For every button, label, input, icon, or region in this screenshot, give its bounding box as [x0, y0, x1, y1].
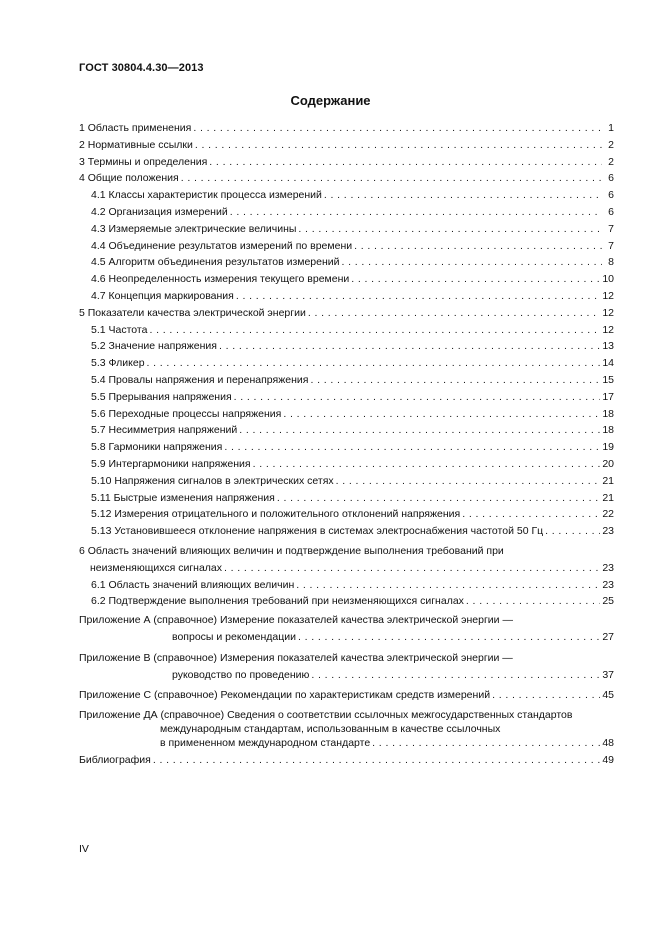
toc-entry-title: Приложение С (справочное) Рекомендации по характеристикам средств измерений	[79, 689, 491, 702]
toc-leader-dots	[298, 221, 602, 238]
toc-leader-dots	[354, 238, 602, 255]
toc-entry-5-8[interactable]	[79, 439, 614, 456]
toc-leader-dots	[308, 305, 600, 322]
toc-leader-dots	[147, 355, 601, 372]
toc-entry-title: 4.3 Измеряемые электрические величины	[91, 222, 297, 235]
toc-leader-dots	[149, 322, 600, 339]
toc-entry-page: 23	[602, 561, 614, 574]
toc-entry-title: 4.5 Алгоритм объединения результатов измерений	[91, 256, 340, 269]
toc-entry-title: 4 Общие положения	[79, 172, 179, 185]
toc-entry-page: 49	[602, 754, 614, 767]
toc-entry-5-12[interactable]	[79, 506, 614, 523]
toc-leader-dots	[296, 577, 600, 594]
toc-entry-3[interactable]	[79, 154, 614, 171]
toc-leader-dots	[283, 406, 600, 423]
toc-entry-title: 5.5 Прерывания напряжения	[91, 390, 232, 403]
toc-leader-dots	[311, 667, 600, 684]
toc-leader-dots	[351, 271, 600, 288]
toc-entry-title: 5.9 Интергармоники напряжения	[91, 457, 251, 470]
toc-entry-page: 6	[608, 205, 614, 218]
toc-leader-dots	[153, 752, 600, 769]
toc-entry-title: 5 Показатели качества электрической энергии	[79, 306, 306, 319]
toc-entry-title: 3 Термины и определения	[79, 155, 208, 168]
toc-entry-page: 21	[602, 474, 614, 487]
toc-entry-4-2[interactable]	[79, 204, 614, 221]
table-of-contents	[79, 120, 614, 769]
toc-entry-page: 22	[602, 508, 614, 521]
toc-entry-page: 23	[602, 525, 614, 538]
toc-entry-page: 20	[602, 457, 614, 470]
toc-leader-dots	[195, 137, 602, 154]
toc-leader-dots	[230, 204, 602, 221]
toc-leader-dots	[234, 389, 601, 406]
toc-entry-page: 45	[602, 689, 614, 702]
toc-entry-title: 5.10 Напряжения сигналов в электрических сетях	[91, 474, 334, 487]
toc-entry-appendix-da[interactable]	[79, 708, 614, 750]
toc-leader-dots	[336, 473, 601, 490]
toc-entry-6-1[interactable]	[79, 577, 614, 594]
toc-leader-dots	[492, 687, 600, 704]
toc-entry-page: 12	[602, 323, 614, 336]
toc-entry-5-6[interactable]	[79, 406, 614, 423]
toc-entry-5-4[interactable]	[79, 372, 614, 389]
toc-entry-page: 27	[602, 630, 614, 643]
toc-entry-page: 12	[602, 289, 614, 302]
toc-entry-title: 4.1 Классы характеристик процесса измерений	[91, 189, 322, 202]
toc-entry-title-line1: 6 Область значений влияющих величин и подтверждение выполнения требований при	[79, 544, 504, 557]
toc-entry-5-3[interactable]	[79, 355, 614, 372]
toc-entry-appendix-c[interactable]	[79, 687, 614, 704]
toc-entry-page: 48	[602, 737, 614, 750]
toc-leader-dots	[372, 736, 600, 750]
toc-entry-title: 5.11 Быстрые изменения напряжения	[91, 491, 275, 504]
toc-entry-page: 1	[608, 122, 614, 134]
toc-entry-title: 5.2 Значение напряжения	[91, 340, 217, 353]
toc-entry-title: 4.2 Организация измерений	[91, 205, 228, 218]
toc-entry-title-line1: Приложение А (справочное) Измерение показателей качества электрической энергии —	[79, 614, 513, 627]
toc-entry-page: 6	[608, 189, 614, 202]
toc-leader-dots	[342, 254, 602, 271]
toc-entry-bibliography[interactable]	[79, 752, 614, 769]
toc-entry-page: 21	[602, 491, 614, 504]
toc-entry-title: 4.4 Объединение результатов измерений по времени	[91, 239, 353, 252]
toc-entry-page: 19	[602, 441, 614, 454]
toc-leader-dots	[236, 288, 600, 305]
toc-entry-title: 2 Нормативные ссылки	[79, 138, 193, 151]
toc-leader-dots	[253, 456, 601, 473]
toc-entry-6[interactable]	[79, 543, 614, 577]
toc-entry-page: 14	[602, 357, 614, 370]
toc-heading: Содержание	[290, 93, 371, 108]
toc-entry-title-line2: вопросы и рекомендации	[172, 630, 296, 643]
toc-entry-title-line3: в примененном международном стандарте	[160, 737, 371, 750]
toc-entry-2[interactable]	[79, 137, 614, 154]
toc-entry-4-5[interactable]	[79, 254, 614, 271]
toc-entry-4-7[interactable]	[79, 288, 614, 305]
toc-leader-dots	[209, 154, 602, 171]
toc-entry-title: 4.6 Неопределенность измерения текущего времени	[91, 273, 350, 286]
toc-entry-4-1[interactable]	[79, 187, 614, 204]
toc-entry-title-line1: Приложение В (справочное) Измерения показателей качества электрической энергии —	[79, 651, 513, 664]
toc-entry-title: 5.8 Гармоники напряжения	[91, 441, 223, 454]
toc-leader-dots	[324, 187, 602, 204]
toc-leader-dots	[193, 120, 602, 137]
toc-entry-title: 1 Область применения	[79, 122, 192, 134]
toc-entry-page: 2	[608, 138, 614, 151]
toc-entry-page: 6	[608, 172, 614, 185]
toc-entry-6-2[interactable]	[79, 593, 614, 610]
toc-entry-title: 5.12 Измерения отрицательного и положительного отклонений напряжения	[91, 508, 461, 521]
toc-entry-page: 37	[602, 668, 614, 681]
toc-entry-page: 13	[602, 340, 614, 353]
toc-entry-title: 5.1 Частота	[91, 323, 148, 336]
toc-entry-title: 5.13 Установившееся отклонение напряжения в системах электроснабжения частотой 50 Гц	[91, 525, 544, 538]
toc-entry-5-11[interactable]	[79, 490, 614, 507]
toc-entry-appendix-b[interactable]	[79, 650, 614, 684]
toc-entry-5-2[interactable]	[79, 338, 614, 355]
toc-entry-4-3[interactable]	[79, 221, 614, 238]
toc-entry-page: 7	[608, 239, 614, 252]
toc-entry-5-9[interactable]	[79, 456, 614, 473]
toc-entry-title-line1: Приложение ДА (справочное) Сведения о соответствии ссылочных межгосударственных стандартов	[79, 709, 573, 722]
toc-entry-1[interactable]	[79, 120, 614, 137]
toc-entry-title: 5.4 Провалы напряжения и перенапряжения	[91, 373, 309, 386]
toc-entry-page: 10	[602, 273, 614, 286]
toc-leader-dots	[462, 506, 600, 523]
toc-entry-title-line2: руководство по проведению	[172, 668, 310, 681]
toc-entry-page: 2	[608, 155, 614, 168]
toc-entry-4-4[interactable]	[79, 238, 614, 255]
toc-entry-page: 25	[602, 595, 614, 608]
toc-entry-5-10[interactable]	[79, 473, 614, 490]
toc-entry-5-7[interactable]	[79, 422, 614, 439]
toc-leader-dots	[224, 439, 600, 456]
toc-entry-appendix-a[interactable]	[79, 612, 614, 646]
toc-leader-dots	[545, 523, 600, 540]
toc-entry-5-13[interactable]	[79, 523, 614, 540]
toc-entry-page: 18	[602, 424, 614, 437]
toc-entry-title: Библиография	[79, 754, 151, 767]
toc-leader-dots	[298, 629, 600, 646]
toc-entry-title: 4.7 Концепция маркирования	[91, 289, 234, 302]
document-code: ГОСТ 30804.4.30—2013	[79, 62, 204, 74]
toc-entry-5-1[interactable]	[79, 322, 614, 339]
toc-leader-dots	[239, 422, 600, 439]
toc-leader-dots	[224, 560, 600, 577]
toc-entry-page: 18	[602, 407, 614, 420]
toc-entry-4-6[interactable]	[79, 271, 614, 288]
toc-leader-dots	[219, 338, 600, 355]
toc-entry-page: 8	[608, 256, 614, 269]
toc-leader-dots	[181, 170, 602, 187]
toc-entry-title-line2: международным стандартам, использованным в качестве ссылочных	[160, 723, 501, 736]
toc-entry-page: 12	[602, 306, 614, 319]
toc-entry-5-5[interactable]	[79, 389, 614, 406]
toc-entry-4[interactable]	[79, 170, 614, 187]
toc-entry-title: 5.3 Фликер	[91, 357, 145, 370]
toc-entry-title: 5.6 Переходные процессы напряжения	[91, 407, 282, 420]
toc-entry-title: 6.2 Подтверждение выполнения требований при неизменяющихся сигналах	[91, 595, 464, 608]
toc-entry-5[interactable]	[79, 305, 614, 322]
toc-entry-title: 6.1 Область значений влияющих величин	[91, 578, 295, 591]
page-number: IV	[79, 843, 89, 855]
toc-entry-title-line2: неизменяющихся сигналах	[90, 561, 223, 574]
toc-leader-dots	[277, 490, 601, 507]
toc-entry-title: 5.7 Несимметрия напряжений	[91, 424, 238, 437]
toc-entry-page: 17	[602, 390, 614, 403]
toc-entry-page: 23	[602, 578, 614, 591]
toc-leader-dots	[466, 593, 600, 610]
toc-entry-page: 15	[602, 373, 614, 386]
toc-entry-page: 7	[608, 222, 614, 235]
toc-leader-dots	[310, 372, 600, 389]
